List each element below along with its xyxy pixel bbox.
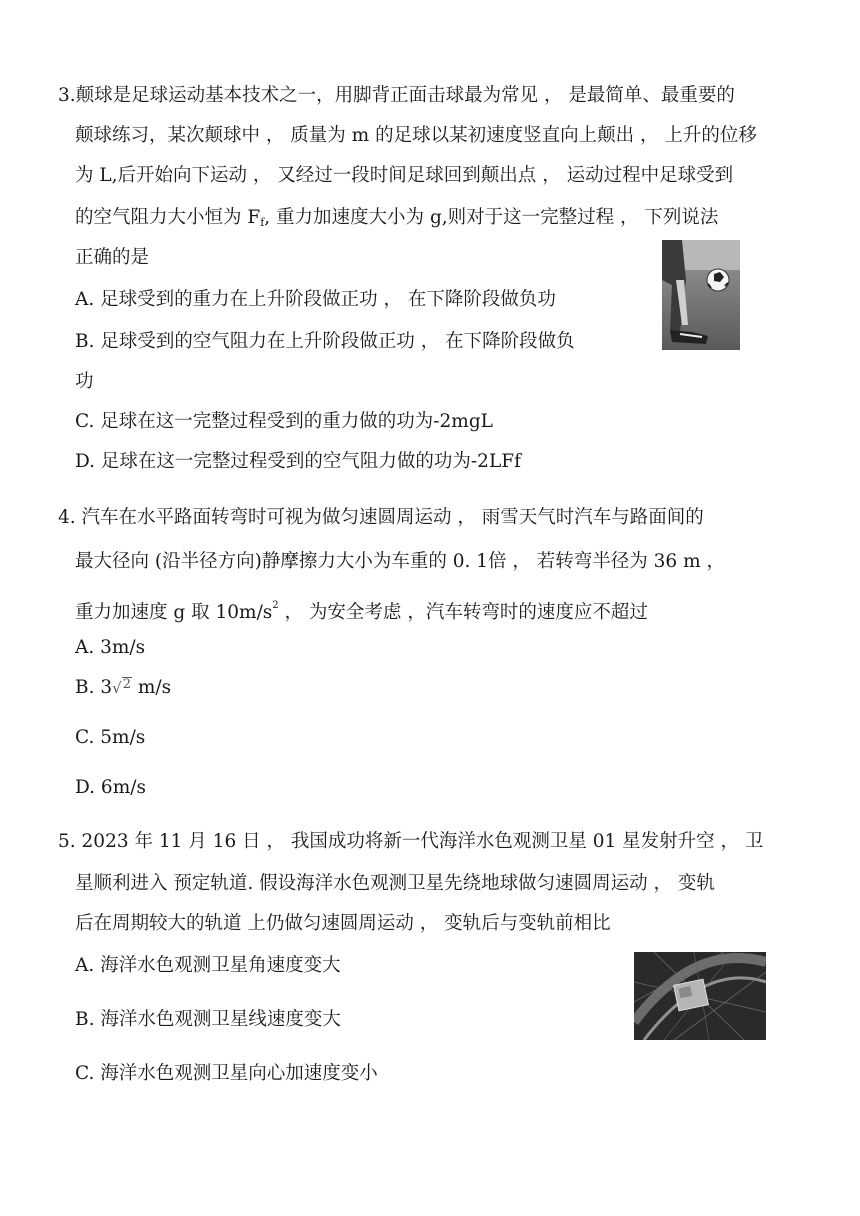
q5-line-2: 星顺利进入 预定轨道. 假设海洋水色观测卫星先绕地球做匀速圆周运动 ， 变轨 (75, 873, 715, 894)
q3-option-d: D. 足球在这一完整过程受到的空气阻力做的功为-2LFf (75, 451, 521, 472)
q4-line-1: 4. 汽车在水平路面转弯时可视为做匀速圆周运动 ， 雨雪天气时汽车与路面间的 (58, 507, 704, 528)
q4-line-3-part-b: ， 为安全考虑 ，汽车转弯时的速度应不超过 (278, 602, 648, 623)
q3-line-3: 为 L,后开始向下运动 ， 又经过一段时间足球回到颠出点 ， 运动过程中足球受到 (75, 165, 734, 186)
q5-option-a: A. 海洋水色观测卫星角速度变大 (75, 955, 341, 976)
q3-line-2: 颠球练习，某次颠球中 ， 质量为 m 的足球以某初速度竖直向上颠出 ， 上升的位移 (75, 125, 757, 146)
q3-option-b: B. 足球受到的空气阻力在上升阶段做正功 ， 在下降阶段做负 (75, 331, 575, 352)
q3-line-4-part-b: , 重力加速度大小为 g,则对于这一完整过程 ， 下列说法 (264, 207, 719, 228)
q4-line-3 (75, 594, 648, 625)
q3-line-1: 3.颠球是足球运动基本技术之一，用脚背正面击球最为常见 ， 是最简单、最重要的 (58, 85, 735, 106)
q5-line-3: 后在周期较大的轨道 上仍做匀速圆周运动 ， 变轨后与变轨前相比 (75, 913, 611, 934)
sqrt-radicand: 2 (122, 677, 131, 692)
q3-option-b-continued: 功 (75, 371, 94, 392)
soccer-kick-photo (662, 240, 740, 350)
q5-option-b: B. 海洋水色观测卫星线速度变大 (75, 1009, 341, 1030)
q4-line-2: 最大径向 (沿半径方向)静摩擦力大小为车重的 0. 1倍 ， 若转弯半径为 36 m ， (75, 551, 725, 572)
q3-option-c: C. 足球在这一完整过程受到的重力做的功为-2mgL (75, 411, 493, 432)
q4-option-b-prefix: B. 3 (75, 677, 113, 698)
q4-line-3-part-a: 重力加速度 g 取 10m/s (75, 602, 273, 623)
q4-option-c: C. 5m/s (75, 727, 146, 748)
q3-option-a: A. 足球受到的重力在上升阶段做正功 ， 在下降阶段做负功 (75, 289, 556, 310)
q3-line-4-part-a: 的空气阻力大小恒为 F (75, 207, 261, 228)
q4-line-3-superscript: 2 (272, 600, 279, 611)
q3-line-4 (75, 206, 718, 235)
q3-line-5: 正确的是 (75, 247, 150, 268)
q5-option-c: C. 海洋水色观测卫星向心加速度变小 (75, 1063, 378, 1084)
q4-option-a: A. 3m/s (75, 637, 146, 658)
satellite-photo (634, 952, 766, 1040)
q4-option-b-suffix: m/s (131, 677, 172, 698)
sqrt-symbol: √2 (112, 677, 131, 697)
q4-option-b (75, 676, 171, 700)
q3-line-4-subscript: f (260, 216, 265, 229)
q4-option-d: D. 6m/s (75, 777, 146, 798)
q5-line-1: 5. 2023 年 11 月 16 日 ， 我国成功将新一代海洋水色观测卫星 01 星发射升空 ， 卫 (58, 831, 764, 852)
